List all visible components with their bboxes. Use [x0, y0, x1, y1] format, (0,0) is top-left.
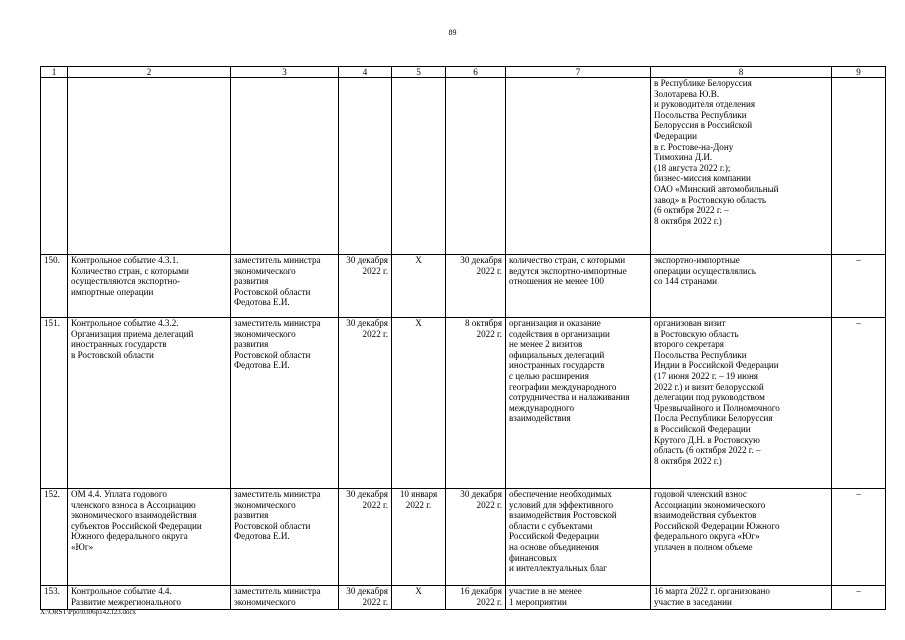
file-path-footer: X:\ORST\Ppo\0306p142.f23.docx — [40, 608, 137, 616]
column-number-row — [41, 67, 886, 78]
cell-empty — [392, 78, 446, 255]
cell-responsible: заместитель министра экономического развития Ростовской области Федотова Е.И. — [231, 489, 339, 586]
cell-row-number: 151. — [41, 318, 68, 489]
cell-actual-result: годовой членский взнос Ассоциации экономического взаимодействия субъектов Российской Федерации Южного федерального округа «Юг» уплачен в полном объеме — [651, 489, 832, 586]
cell-event: Контрольное событие 4.3.2. Организация приема делегаций иностранных государств в Ростовской области — [68, 318, 231, 489]
column-number: 2 — [68, 67, 231, 78]
report-table — [40, 66, 886, 610]
cell-plan-start-date: Х — [392, 586, 446, 610]
cell-responsible: заместитель министра экономического развития Ростовской области Федотова Е.И. — [231, 318, 339, 489]
cell-planned-result: участие в не менее 1 мероприятии — [506, 586, 651, 610]
table-row — [41, 489, 886, 586]
cell-empty — [446, 78, 506, 255]
table-row — [41, 586, 886, 610]
cell-plan-start-date: Х — [392, 255, 446, 318]
column-number: 3 — [231, 67, 339, 78]
page-number: 89 — [448, 28, 457, 37]
cell-empty — [68, 78, 231, 255]
table-row — [41, 318, 886, 489]
cell-row-number: 150. — [41, 255, 68, 318]
cell-actual-result: организован визит в Ростовскую область второго секретаря Посольства Республики Индии в Российской Федерации (17 июня 2022 г. – 19 июня 2022 г.) и визит белорусской делегации под руководством Чрезвычайного и Полномочного Посла Республики Белоруссия в Российской Федерации Крутого Д.Н. в Ростовскую область (6 октября 2022 г. – 8 октября 2022 г.) — [651, 318, 832, 489]
cell-planned-result: обеспечение необходимых условий для эффективного взаимодействия Ростовской области с субъектами Российской Федерации на основе объединения финансовых и интеллектуальных благ — [506, 489, 651, 586]
cell-empty — [231, 78, 339, 255]
cell-planned-result: количество стран, с которыми ведутся экспортно-импортные отношения не менее 100 — [506, 255, 651, 318]
cell-responsible: заместитель министра экономического развития Ростовской области Федотова Е.И. — [231, 255, 339, 318]
cell-empty — [832, 78, 886, 255]
cell-empty — [41, 78, 68, 255]
cell-fact-end-date: 30 декабря 2022 г. — [446, 255, 506, 318]
cell-fact-end-date: 8 октября 2022 г. — [446, 318, 506, 489]
column-number: 1 — [41, 67, 68, 78]
cell-responsible: заместитель министра экономического — [231, 586, 339, 610]
cell-note: – — [832, 489, 886, 586]
cell-event: ОМ 4.4. Уплата годового членского взноса в Ассоциацию экономического взаимодействия субъектов Российской Федерации Южного федерального округа «Юг» — [68, 489, 231, 586]
cell-plan-end-date: 30 декабря 2022 г. — [339, 318, 392, 489]
cell-note: – — [832, 318, 886, 489]
cell-actual-result: экспортно-импортные операции осуществлялись со 144 странами — [651, 255, 832, 318]
column-number: 8 — [651, 67, 832, 78]
cell-actual-result: 16 марта 2022 г. организовано участие в заседании — [651, 586, 832, 610]
cell-actual-result: в Республике Белоруссия Золотарева Ю.В. и руководителя отделения Посольства Республики Белоруссия в Российской Федерации в г. Ростове-на-Дону Тимохина Д.И. (18 августа 2022 г.); бизнес-миссия компании ОАО «Минский автомобильный завод» в Ростовскую область (6 октября 2022 г. – 8 октября 2022 г.) — [651, 78, 832, 255]
cell-row-number: 153. — [41, 586, 68, 610]
cell-row-number: 152. — [41, 489, 68, 586]
continuation-row — [41, 78, 886, 255]
cell-plan-start-date: 10 января 2022 г. — [392, 489, 446, 586]
cell-empty — [506, 78, 651, 255]
column-number: 6 — [446, 67, 506, 78]
cell-fact-end-date: 16 декабря 2022 г. — [446, 586, 506, 610]
cell-planned-result: организация и оказание содействия в организации не менее 2 визитов официальных делегаций иностранных государств с целью расширения географии международного сотрудничества и налаживания международного взаимодействия — [506, 318, 651, 489]
cell-plan-end-date: 30 декабря 2022 г. — [339, 489, 392, 586]
cell-empty — [339, 78, 392, 255]
cell-plan-start-date: Х — [392, 318, 446, 489]
cell-plan-end-date: 30 декабря 2022 г. — [339, 255, 392, 318]
column-number: 4 — [339, 67, 392, 78]
column-number: 9 — [832, 67, 886, 78]
cell-fact-end-date: 30 декабря 2022 г. — [446, 489, 506, 586]
cell-plan-end-date: 30 декабря 2022 г. — [339, 586, 392, 610]
column-number: 5 — [392, 67, 446, 78]
cell-event: Контрольное событие 4.4. Развитие межрегионального — [68, 586, 231, 610]
column-number: 7 — [506, 67, 651, 78]
cell-note: – — [832, 586, 886, 610]
cell-event: Контрольное событие 4.3.1. Количество стран, с которыми осуществляются экспортно- импортные операции — [68, 255, 231, 318]
table-row — [41, 255, 886, 318]
cell-note: – — [832, 255, 886, 318]
